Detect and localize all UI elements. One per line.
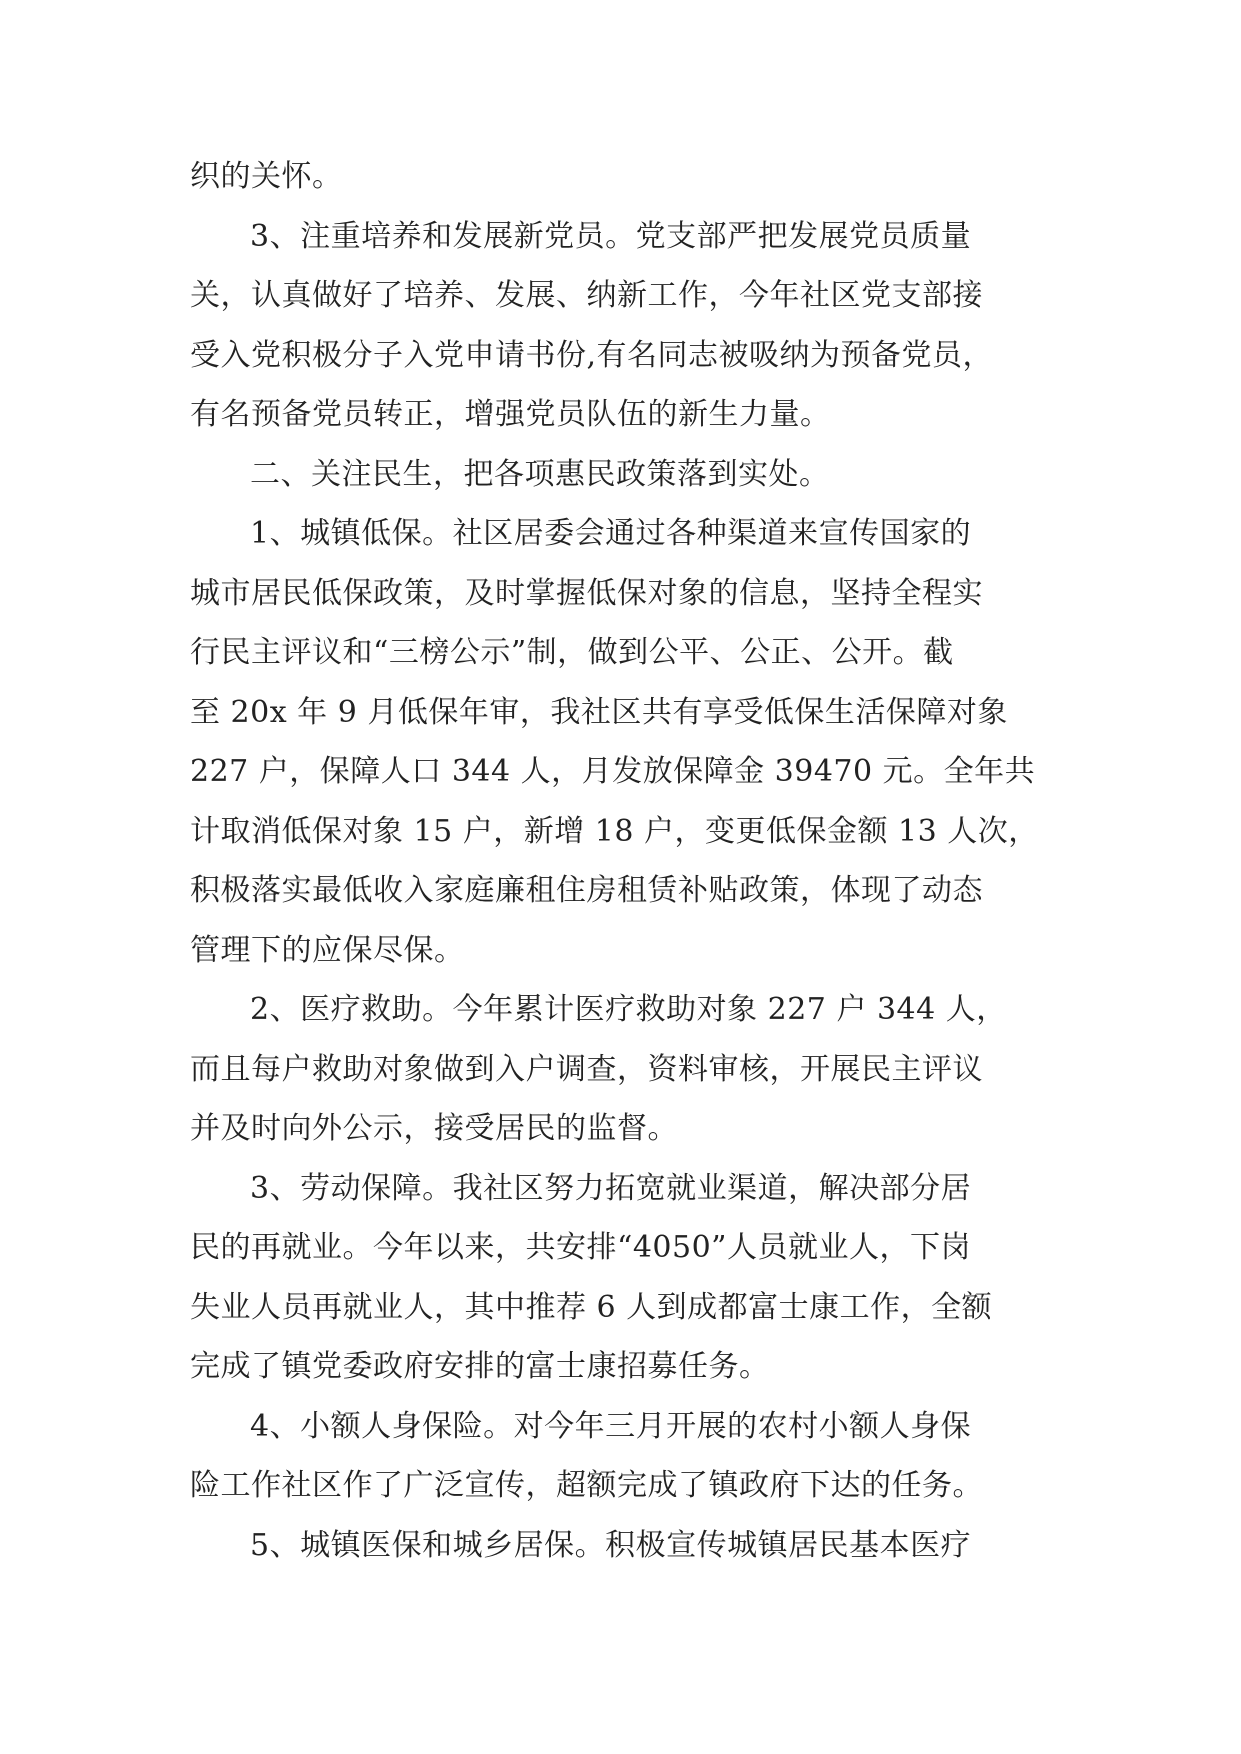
text-line: 民的再就业。今年以来，共安排“4050”人员就业人，下岗 <box>190 1230 972 1265</box>
text-line: 4、小额人身保险。对今年三月开展的农村小额人身保 <box>250 1408 972 1444</box>
text-line: 2、医疗救助。今年累计医疗救助对象 227 户 344 人， <box>250 992 1007 1027</box>
document-body <box>190 147 1050 1575</box>
text-line: 1、城镇低保。社区居委会通过各种渠道来宣传国家的 <box>250 516 972 551</box>
text-line: 受入党积极分子入党申请书份,有名同志被吸纳为预备党员， <box>190 337 994 373</box>
text-line: 城市居民低保政策，及时掌握低保对象的信息，坚持全程实 <box>190 575 983 611</box>
text-line: 计取消低保对象 15 户，新增 18 户，变更低保金额 13 人次， <box>190 813 1039 849</box>
text-line: 积极落实最低收入家庭廉租住房租赁补贴政策，体现了动态 <box>190 873 983 908</box>
text-line: 完成了镇党委政府安排的富士康招募任务。 <box>190 1349 770 1384</box>
text-line: 管理下的应保尽保。 <box>190 932 465 968</box>
text-line: 而且每户救助对象做到入户调查，资料审核，开展民主评议 <box>190 1051 983 1087</box>
text-line: 至 20x 年 9 月低保年审，我社区共有享受低保生活保障对象 <box>190 694 1008 730</box>
text-line: 二、关注民生，把各项惠民政策落到实处。 <box>250 456 830 492</box>
text-line: 险工作社区作了广泛宣传，超额完成了镇政府下达的任务。 <box>190 1468 983 1503</box>
text-line: 行民主评议和“三榜公示”制，做到公平、公正、公开。截 <box>190 635 954 670</box>
text-line: 3、注重培养和发展新党员。党支部严把发展党员质量 <box>250 218 972 254</box>
text-line: 3、劳动保障。我社区努力拓宽就业渠道，解决部分居 <box>250 1170 972 1206</box>
text-line: 227 户，保障人口 344 人，月发放保障金 39470 元。全年共 <box>190 754 1036 789</box>
text-line: 并及时向外公示，接受居民的监督。 <box>190 1111 678 1146</box>
text-line: 5、城镇医保和城乡居保。积极宣传城镇居民基本医疗 <box>250 1527 972 1563</box>
text-line: 失业人员再就业人，其中推荐 6 人到成都富士康工作，全额 <box>190 1289 993 1325</box>
text-line: 织的关怀。 <box>190 159 343 194</box>
text-line: 有名预备党员转正，增强党员队伍的新生力量。 <box>190 397 831 432</box>
text-line: 关，认真做好了培养、发展、纳新工作，今年社区党支部接 <box>190 278 983 313</box>
